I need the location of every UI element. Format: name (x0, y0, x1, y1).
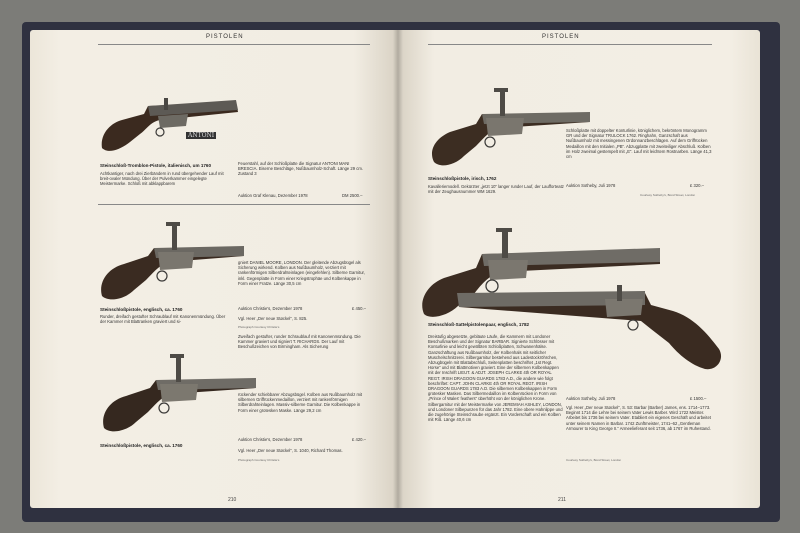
right-page-header: PISTOLEN (542, 34, 580, 40)
credit-trulock: Courtesy Sotheby's, Bond Street, London (640, 193, 696, 197)
text-richards-top: Zweifach gestufter, runder Schraublauf mit Kanonenmündung. Die Kammer graviert und signiert T. RICHARDS. Der Lauf mit Beschußzeichen von Birmingham. Als Sicherung (238, 334, 361, 350)
text-richards-right: rückender schiebbarer Abzugsbügel. Kolben aus Nußbaumholz mit silbernen Griffrückenmedaillon, verziert mit rankenförmigen Silberdrahteinlagen. Massiv-silberne Garnitur. Die Kolbenkappe in Form einer grotesken Maske. Länge 29,2 cm (238, 392, 363, 413)
caption-trulock: Steinschloßpistole, irisch, 1762 (428, 176, 497, 181)
credit-richards: Photograph Courtesy Christie's (238, 458, 280, 462)
text-barbar-left: Dreistufig abgesetzte, gebläute Läufe, die Kammern mit Londoner Beschußmarken und der Signatur BARBAR. Signierte Schlösser mit Konturlinie und leicht gewölbten Schloßplatten, Schwanenhälse. Ganzschäftung aus Nußbaumholz, der Kolbenhals mit seitlicher Muschelschnitzerei. Silbergarnitur bestehend aus Ladestockröhrchen, Abzugbügeln mit Blattabschluß, Seitenplatten beschriftet „1st Regt. Horse“ und mit Blattmotiven graviert. Eine der silbernen Kolbenkappen mit der Inschrift LIEUT. & ADJT. JOSEPH CLARKE 4th OR ROYAL REGT. IRISH DRAGOON GUARDS 1783 A.D., die andere wie folgt beschriftet: CAPT. JOHN CLARKE 4th OR ROYAL REGT. IRISH DRAGOON GUARDS 1783 A.D. Die silbernen Kolbenkappen in Form grotesker Masken. Das Silbermedaillon im Kolbenrücken in Form von „Prince of Wales' feathers“ überhöht von der königlichen Krone. Silbergarnitur mit der Meistermarke von JEREMIAH ASHLEY, LONDON, und Londoner Silbepunzen für das Jahr 1782. Eine obere Hahnlippe und die zugehörige Steinschraube ergänzt. Ein Vorderschaft und ein Kolben mit Riß. Länge 40,6 cm (428, 334, 563, 423)
entry-divider (98, 204, 370, 205)
pistol-image-tromblon (100, 76, 240, 156)
caption-moore: Steinschloßpistole, englisch, ca. 1760 (100, 307, 183, 312)
auction-barbar: Auktion Sotheby, Juli 1978 (566, 396, 616, 401)
pistol-image-moore (98, 214, 246, 304)
auction-richards: Auktion Christie's, Dezember 1978 (238, 437, 303, 442)
price-tromblon: DM 2500.– (342, 193, 363, 198)
caption-richards: Steinschloßpistole, englisch, ca. 1760 (100, 443, 183, 448)
reference-richards: Vgl. Heer „Der neue Støckel“, S. 1040, Richard Thomas. (238, 448, 343, 453)
auction-tromblon: Auktion Graf Klenau, Dezember 1978 (238, 193, 308, 198)
price-barbar: £ 1500.– (690, 396, 707, 401)
header-rule (98, 44, 370, 45)
maker-mark-stamp: ANTONI (188, 132, 215, 139)
text-tromblon-right: Feuerstahl, auf der Schloßplatte die Signatur ANTONI MANI BRESCIA. Eiserne Beschläge, Nußbaumholz-Schaft. Länge 29 cm. Zustand 3 (238, 161, 363, 177)
price-moore: £ 450.– (352, 306, 366, 311)
reference-moore: Vgl. Heer „Der neue Støckel“, S. 825. (238, 316, 308, 321)
text-moore-left: Runder, dreifach gestufter Schraublauf mit Kanonenmündung. Über der Kammer mit Blattranken graviert und si- (100, 314, 226, 325)
credit-moore: Photograph Courtesy Christie's (238, 325, 280, 329)
book-gutter (393, 30, 403, 508)
text-trulock-full: Kavalleriemodell. Gekürzter „jetzt 10“ langer runder Lauf, der Laufforteatz mit der Zeughausnummer WM 1629. (428, 184, 564, 195)
right-page-number: 211 (558, 497, 566, 503)
reference-barbar: Vgl. Heer „Der neue Støckel“, S. 53: Barbar (Barber) James, ens. 1714–1773. Beginnt 1714 die Lehre bei seinem Vater Lewis Barber. Wird 1722 Meister. Arbeitet bis 1736 bei seinem Vater. Etabliert ein eigenes Geschäft und arbeitet unter seinem Namen in Barbar. 1742 Zunftmeister, 1741–62 „Gentleman Armourer to King George II.“ Armeelieferant seit 1736, ab 1767 im Ruhestand. (566, 405, 711, 431)
caption-tromblon: Steinschloß-Tromblon-Pistole, italienisch, um 1760 (100, 163, 212, 168)
text-moore-right: gniert DANIEL MOORE, LONDON. Der gleitende Abzugsbügel als Sicherung wirkend. Kolben aus Nußbaumholz, verziert mit rankenförmigen Silberdrahteinlagen (eingefehlen). Silberne Garnitur, inkl. Gegenplatte in Form einer Kriegstrophäe und Kolbenkappe in Form einer Fratze. Länge 30,5 cm (238, 260, 365, 286)
text-trulock-right: Schloßplatte mit doppelter Konturlinie, königlichem, bekröntem Monogramm GR und der Signatur TRULOCK 1762. Ringhahn, Ganzschaft aus Nußbaumholz mit messingenen Ordonnanzbeschlägen. Auf dem Griffrücken Medaillon mit den Initialen „PB“. Abzugplatte mit zweiteiliger Abschluß. Kolben im Holz zweimal gestempelt mit „E“. Lauf mit leichtem Rostnarben. Länge 41,3 cm (566, 128, 712, 160)
pistol-image-richards (100, 344, 258, 436)
price-trulock: £ 320.– (690, 183, 704, 188)
left-page-number: 210 (228, 497, 237, 503)
auction-moore: Auktion Christie's, Dezember 1978 (238, 306, 303, 311)
credit-barbar: Courtesy Sotheby's, Bond Street, London (566, 458, 622, 462)
auction-trulock: Auktion Sotheby, Juli 1978 (566, 183, 616, 188)
text-tromblon-left: Achtkantiger, nach drei Zierbändern in rund übergehender Lauf mit breit-ovaler Mündung. Über der Pulverkammer eingelegte Meistermarke. Schloß mit abklappbarem (100, 171, 224, 187)
header-rule-right (428, 44, 712, 45)
caption-barbar: Steinschloß-Sattelpistolenpaar, englisch, 1782 (428, 322, 530, 327)
left-page-header: PISTOLEN (206, 34, 244, 40)
price-richards: £ 420.– (352, 437, 366, 442)
